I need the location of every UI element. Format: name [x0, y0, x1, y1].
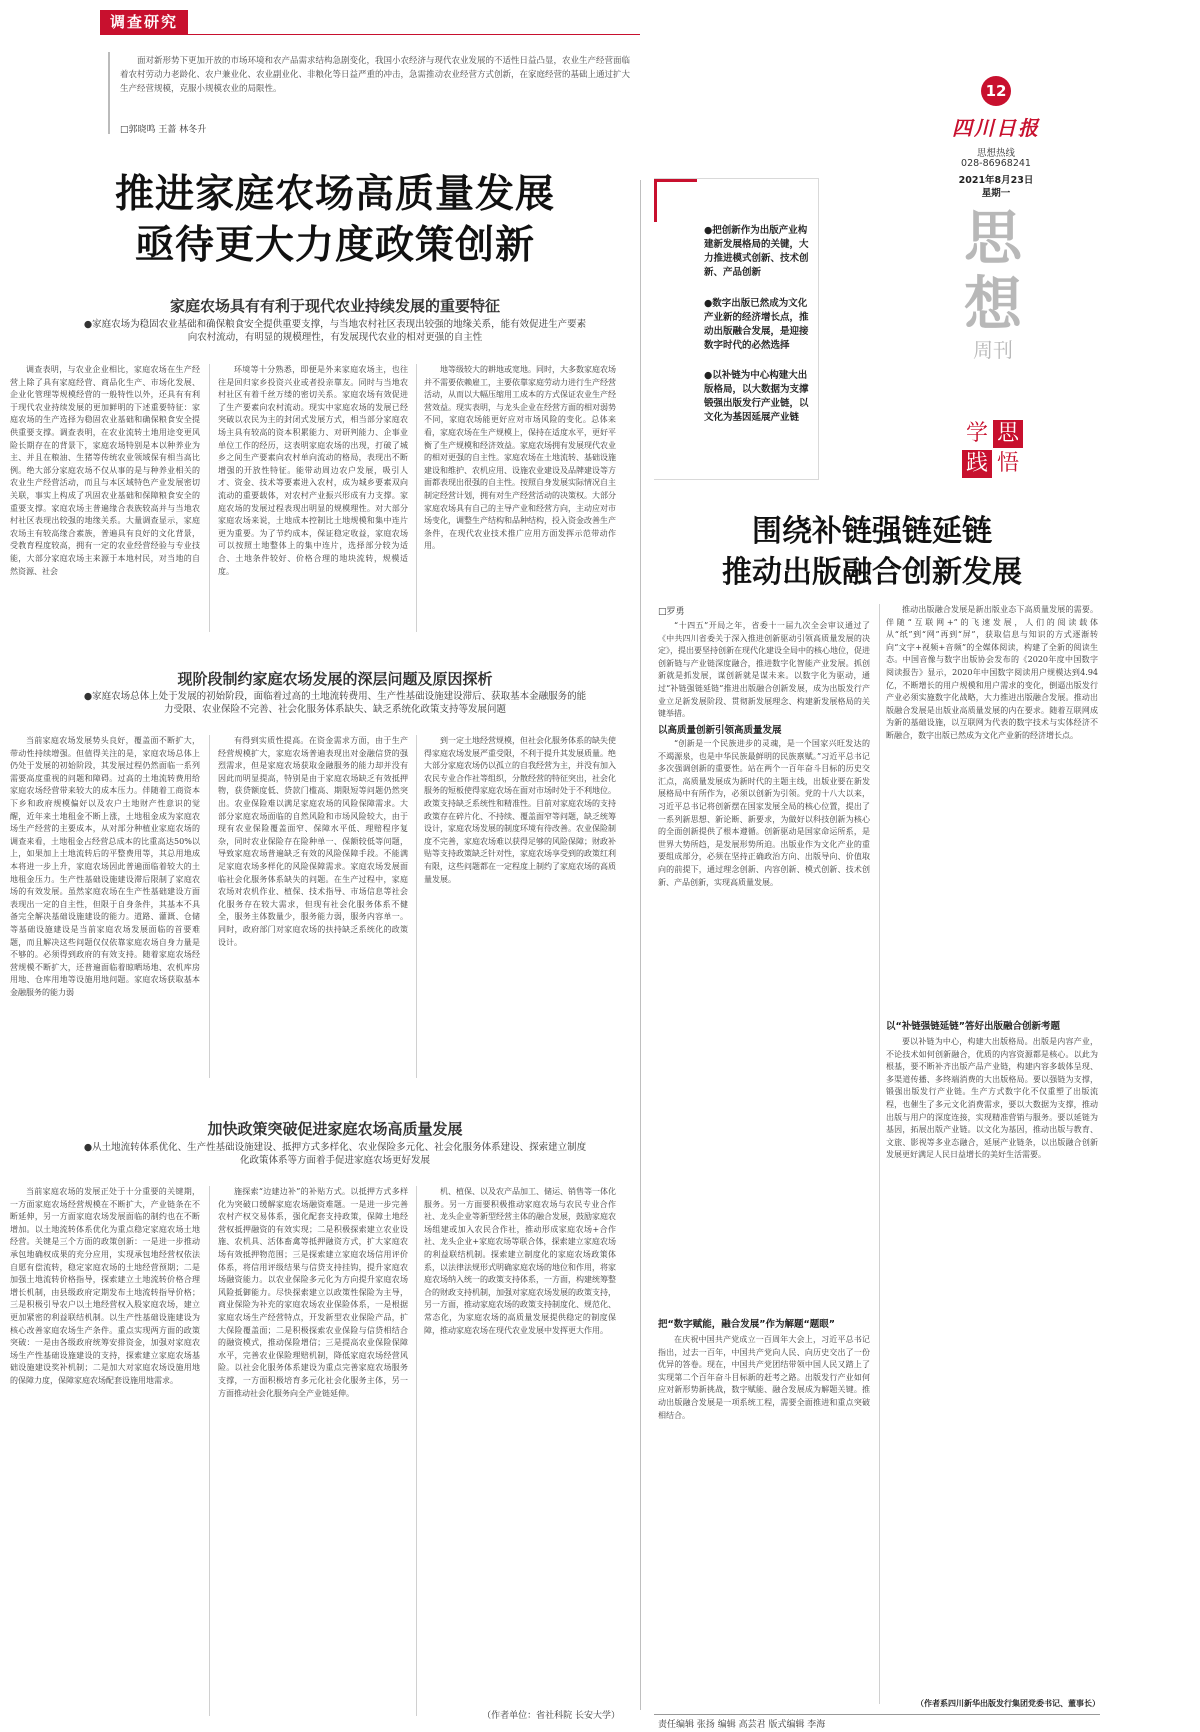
second-author-note: （作者系四川新华出版发行集团党委书记、董事长）	[916, 1699, 1100, 1708]
second-col1	[658, 620, 870, 718]
second-headline	[652, 512, 1092, 594]
second-subhead-2: 把“数字赋能，融合发展”作为解题“题眼”	[658, 1319, 835, 1330]
second-author: □罗勇	[658, 607, 685, 617]
page-number-badge	[981, 76, 1011, 106]
main-headline-line1: 推进家庭农场高质量发展	[114, 172, 555, 217]
section2-lead: ●家庭农场总体上处于发展的初始阶段，面临着过高的土地流转费用、生产性基础设施建设滞后、获取基本金融服务的能力受限、农业保险不完善、社会化服务体系缺失、缺乏系统化政策支持等发展问题	[83, 691, 587, 715]
section1-lead: ●家庭农场为稳固农业基础和确保粮食安全提供重要支撑，与当地农村社区表现出较强的地缘关系，能有效促进生产要素向农村流动，有明显的规模理性，有发展现代农业的相对更强的自主性	[83, 319, 587, 343]
column-stamp	[962, 418, 1024, 480]
page-number: 12	[985, 82, 1007, 100]
summary-box	[654, 178, 819, 480]
section3-affiliation: （作者单位：省社科院 长安大学）	[482, 1711, 620, 1721]
section2-col3-text: 到一定土地经营规模，但社会化服务体系的缺失使得家庭农场发展严重受限，不利于提升其发展质量。绝大部分家庭农场仍以孤立的自我经营为主，并没有加入农民专业合作社等组织，分散经营的特征突出，社会化服务的短板使得家庭农场在面对市场时处于不利地位。政策支持缺乏系统性和精准性。目前对家庭农场的支持政策存在碎片化、不持续、覆盖面窄等问题，缺乏统筹设计，家庭农场发展的制度环境有待改善。农业保险制度不完善，家庭农场难以获得足够的风险保障；财政补贴等支持政策缺乏针对性，家庭农场享受到的政策红利有限，这些问题都在一定程度上制约了家庭农场的高质量发展。	[424, 736, 616, 884]
second-col2b-text: 要以补链为中心，构建大出版格局。出版是内容产业，不论技术如何创新融合，优质的内容资源都是核心。以此为根基，要不断补齐出版产品产业链，构建内容多载体呈现、多渠道传播、多终端消费的大出版格局。要以强链为支撑，锻强出版发行产业链。生产方式数字化不仅重塑了出版流程，也催生了多元文化消费需求，要以大数据为支撑，推动出版与用户的深度连接，实现精准营销与服务。要以延链为基因，拓展出版产业链。以文化为基因，推动出版与教育、文旅、影视等多业态融合，延展产业链条，以出版融合创新发展更好满足人民日益增长的美好生活需要。	[886, 1037, 1098, 1160]
section3-lead: ●从土地流转体系优化、生产性基础设施建设、抵押方式多样化、农业保险多元化、社会化服务体系建设、探索建立制度化政策体系等方面着手促进家庭农场更好发展	[83, 1142, 587, 1166]
section1-col2-text: 环境等十分熟悉，即便是外来家庭农场主，也往往是回归家乡投资兴业或者投亲靠友。同时与当地农村社区有着千丝万缕的密切关系。家庭农场有效促进了生产要素向农村流动。现实中家庭农场的发展已经突破以农民为主的封闭式发展方式，相当部分家庭农场主具有较高的资本积累能力、对研判能力、企事业单位工作的经历，这表明家庭农场的出现，打破了城乡之间生产要素向农村单向流动的格局，表现出不断增强的开放性特征。能带动周边农户发展，吸引人才、资金、技术等要素进入农村，成为城乡要素双向流动的重要载体，对农村产业振兴形成有力支撑。家庭农场的发展过程表现出明显的规模理性。对大部分家庭农场来说，土地成本控制比土地规模和集中连片更为重要。为了节约成本，保证稳定收益，家庭农场可以按照土地整体上的集中连片，选择部分较为适合、土地条件较好、价格合理的地块流转，规模适度。	[218, 365, 408, 576]
section2-col1-text: 当前家庭农场发展势头良好，覆盖面不断扩大，带动性持续增强。但值得关注的是，家庭农场总体上仍处于发展的初始阶段，其发展过程仍然面临一系列需要高度重视的问题和障碍。过高的土地流转费用给家庭农场经营带来较大的成本压力。伴随着工商资本下乡和政府规模偏好以及农户土地财产性意识的觉醒，近年来土地租金不断上涨，土地租金成为家庭农场生产经营的主要成本，从对部分种植业家庭农场的调查来看，土地租金占经营总成本的比重高达50%以上，如果加上土地流转后的平整费用等，其总用地成本将进一步上升，家庭农场因此普遍面临着较大的土地租金压力。生产性基础设施建设滞后限制了家庭农场的有效发展。虽然家庭农场在生产性基础建设方面表现出一定的自主性，但限于自身条件，其基本不具备完全解决基础设施建设的能力。道路、灌溉、仓储等基础设施建设是当前家庭农场发展面临的首要难题，而且解决这些问题仅仅依靠家庭农场自身力量是不够的。必须得到政府的有效支持。随着家庭农场经营规模不断扩大，还普遍面临着晾晒场地、农机库房用地、仓库用地等设施用地问题。家庭农场获取基本金融服务的能力弱	[10, 736, 200, 997]
issue-weekday: 星期一	[981, 188, 1011, 199]
second-subhead-1: 以高质量创新引领高质量发展	[658, 725, 782, 736]
second-col2b	[886, 1036, 1098, 1691]
hotline-label: 思想热线	[976, 148, 1015, 159]
section3-col2-text: 施探索“边建边补”的补贴方式。以抵押方式多样化为突破口缓解家庭农场融资难题。一是进一步完善农村产权交易体系，强化配套支持政策，保障土地经营权抵押融资的有效实现；二是积极探索建立农业设施、农机具、活体畜禽等抵押融资方式，扩大家庭农场有效抵押物范围；三是探索建立家庭农场信用评价体系，将信用评级结果与信贷支持挂钩，提升家庭农场融资能力。以农业保险多元化为方向提升家庭农场风险抵御能力。尽快探索建立以政策性保险为主导，商业保险为补充的家庭农场农业保险体系，一是根据家庭农场生产经营特点，开发新型农业保险产品，扩大保险覆盖面；二是积极探索农业保险与信贷相结合的融资模式，推动保险增信；三是提高农业保险保障水平，完善农业保险理赔机制，降低家庭农场经营风险。以社会化服务体系建设为重点完善家庭农场服务支撑，一方面积极培育多元化社会化服务主体，另一方面推动社会化服务向全产业链延伸。	[218, 1187, 408, 1398]
section3-col3-text: 机、植保、以及农产品加工、储运、销售等一体化服务。另一方面要积极推动家庭农场与农民专业合作社、龙头企业等新型经营主体的融合发展，鼓励家庭农场组建或加入农民合作社，推动形成家庭农场+合作社、龙头企业+家庭农场等联合体，探索建立家庭农场的利益联结机制。探索建立制度化的家庭农场政策体系，以法律法规形式明确家庭农场的地位和作用，将家庭农场纳入统一的政策支持体系，一方面，构建统筹整合的财政支持机制，加强对家庭农场发展的政策支持，另一方面，推动家庭农场的政策支持制度化、规范化、常态化，为家庭农场的高质量发展提供稳定的制度保障，推动家庭农场在现代农业发展中发挥更大作用。	[424, 1187, 616, 1335]
summary-point-2: ●数字出版已然成为文化产业新的经济增长点，推动出版融合发展，是迎接数字时代的必然选择	[704, 298, 809, 351]
section1-title: 家庭农场具有有利于现代农业持续发展的重要特征	[169, 297, 500, 315]
section3-col2	[218, 1186, 408, 1718]
column-char-si: 思	[993, 420, 1023, 448]
section3-col3	[424, 1186, 616, 1696]
second-col2	[886, 604, 1098, 1014]
section2-col2	[218, 735, 408, 1080]
second-col1c	[658, 1334, 870, 1700]
hotline-number: 028-86968241	[961, 158, 1031, 169]
issue-date: 2021年8月23日	[958, 175, 1034, 186]
section1-col1-text: 调查表明，与农业企业相比，家庭农场在生产经营上除了具有家庭经营、商品化生产、市场化发展、企业化管理等规模经营的一般特性以外，还具有有利于现代农业持续发展的更加鲜明的下述重要特征：家庭农场的生产选择为稳固农业基础和确保粮食安全提供重要支撑。调查表明，在农业流转土地用途变更风险长期存在的背景下，家庭农场特别是本以种养业为主、并且在粮油、生猪等传统农业领域保有相当高比例。绝大部分家庭农场不仅从事的是与种养业相关的农业生产经营活动，而且与本区域特色产业发展密切关联，事实上构成了巩固农业基础和保障粮食安全的重要支撑。家庭农场主普遍缘合表族较高并与当地农村社区表现出较强的地缘关系。大量调查显示，家庭农场主有较高缘合素族，普遍具有良好的文化背景，受教育程度较高，拥有一定的农业经营经验与专业技能，大部分家庭农场主来源于本地村民，对当地的自然资源、社会	[10, 365, 200, 576]
second-col2-text: 推动出版融合发展是新出版业态下高质量发展的需要。伴随“互联网+”的飞速发展，人们的阅读载体从“纸”到“网”再到“屏”，获取信息与知识的方式逐渐转向“文字+视频+音频”的全媒体阅读，构建了全新的阅读生态。中国音像与数字出版协会发布的《2020年度中国数字阅读报告》显示，2020年中国数字阅读用户规模达到4.94亿，不断增长的用户规模和用户需求的变化，倒逼出版发行产业必须实施数字化战略，大力推进出版融合发展。推动出版融合发展是出版业高质量发展的内在要求。随着互联网成为新的基础设施，以互联网为代表的数字技术与实体经济不断融合，数字出版已然成为文化产业新的经济增长点。	[886, 605, 1098, 740]
section2-col3	[424, 735, 616, 1080]
section-tag-text: 调查研究	[110, 13, 179, 31]
intro-authors: □郭晓鸣 王蔷 林冬升	[120, 125, 207, 135]
second-headline-line2: 推动出版融合创新发展	[722, 555, 1022, 590]
section1-col3	[424, 364, 616, 634]
weekly-sub: 周刊	[973, 338, 1013, 362]
section2-col2-text: 有得到实质性提高。在资金需求方面，由于生产经营规模扩大，家庭农场普遍表现出对金融信贷的强烈需求，但是家庭农场获取金融服务的能力却并没有因此而明显提高，特别是由于家庭农场缺乏有效抵押物，获贷额度低、贷款门槛高、期限短等问题仍然突出。农业保险难以满足家庭农场的风险保障需求。大部分家庭农场面临的自然风险和市场风险较大，由于现有农业保险覆盖面窄、保障水平低、理赔程序复杂，同时农业保险存在险种单一、保额较低等问题，导致家庭农场普遍缺乏有效的风险保障手段。不能满足家庭农场多样化的风险保障需求。家庭农场发展面临社会化服务体系缺失的问题。在生产过程中，家庭农场对农机作业、植保、技术指导、市场信息等社会化服务存在较大需求，但现有社会化服务体系不健全，服务主体数量少，服务能力弱，服务内容单一。同时，政府部门对家庭农场的扶持缺乏系统化的政策设计。	[218, 736, 408, 947]
section1-col3-text: 地等级较大的耕地或宽地。同时，大多数家庭农场并不需要依赖雇工，主要依靠家庭劳动力进行生产经营活动，从而以大幅压缩用工成本的方式保证农业生产经营效益。现实表明，与龙头企业在经营方面的相对弱势不同，家庭农场能更好应对市场风险的变化。总体来看，家庭农场在生产规模上，保持在适度水平，更好平衡了生产规模和经济效益。家庭农场拥有发展现代农业的相对更强的自主性。家庭农场在土地流转、基础设施建设和维护、农机应用、设施农业建设及品牌建设等方面都表现出很强的自主性。按照自身发展实际情况自主制定经营计划，拥有对生产经营活动的决策权。大部分家庭农场具有自己的主导产业和经营方向，主动应对市场变化，调整生产结构和品种结构，投入资金改善生产条件，在现代农业技术推广应用方面发挥示范带动作用。	[424, 365, 616, 551]
column-char-jian: 践	[962, 450, 992, 478]
second-col1-text: “十四五”开局之年，省委十一届九次全会审议通过了《中共四川省委关于深入推进创新驱动引领高质量发展的决定》，提出要坚持创新在现代化建设全局中的核心地位，促进创新链与产业链深度融合，推进数字化智能产业发展。抓创新就是抓发展，谋创新就是谋未来。以数字化为驱动，通过“补链强链延链”推进出版融合创新发展，成为出版发行产业立足新发展阶段、贯彻新发展理念、构建新发展格局的关键举措。	[658, 621, 870, 718]
second-col1c-text: 在庆祝中国共产党成立一百周年大会上，习近平总书记指出，过去一百年，中国共产党向人民、向历史交出了一份优异的答卷。现在，中国共产党团结带领中国人民又踏上了实现第二个百年奋斗目标新的赶考之路。出版发行产业如何应对新形势新挑战，数字赋能、融合发展成为解题关键。推动出版融合发展是一项系统工程，需要全面推进和重点突破相结合。	[658, 1335, 870, 1420]
main-headline	[40, 170, 630, 272]
column-char-wu: 悟	[996, 451, 1019, 476]
section3-col1-text: 当前家庭农场的发展正处于十分重要的关键期，一方面家庭农场经营规模在不断扩大，产业链条在不断延伸，另一方面家庭农场发展面临的制约也在不断增加。以土地流转体系优化为重点稳定家庭农场土地经营。关键是三个方面的政策创新：一是进一步推动承包地确权成果的充分应用，实现承包地经营权依法自愿有偿流转，稳定家庭农场的土地经营预期；二是加强土地流转价格指导，探索建立土地流转价格合理增长机制，由县级政府定期发布土地流转指导价格；三是积极引导农户以土地经营权入股家庭农场，建立更加紧密的利益联结机制。以生产性基础设施建设为核心改善家庭农场生产条件。重点实现两方面的政策突破：一是由各级政府统筹安排资金，加强对家庭农场生产性基础设施建设的支持，探索建立家庭农场基础设施建设奖补机制；二是加大对家庭农场设施用地的保障力度，保障家庭农场配套设施用地需求。	[10, 1187, 200, 1385]
section3-title: 加快政策突破促进家庭农场高质量发展	[207, 1120, 463, 1138]
summary-point-1: ●把创新作为出版产业构建新发展格局的关键，大力推进模式创新、技术创新、产品创新	[704, 225, 809, 278]
main-headline-line2: 亟待更大力度政策创新	[134, 223, 535, 268]
weekly-title-char1: 思	[963, 204, 1022, 272]
intro-box	[100, 42, 638, 142]
section1-col2	[218, 364, 408, 634]
intro-text: 面对新形势下更加开放的市场环境和农产品需求结构急剧变化，我国小农经济与现代农业发展的不适性日益凸显，农业生产经营面临着农村劳动力老龄化、农户兼业化、农业副业化、非粮化等日益严重的冲击，急需推动农业经营方式创新，在家庭经营的基础上通过扩大生产经营规模，克服小规模农业的局限性。	[120, 56, 631, 94]
second-headline-line1: 围绕补链强链延链	[752, 514, 992, 549]
section3-col1	[10, 1186, 200, 1718]
section2-title: 现阶段制约家庭农场发展的深层问题及原因探析	[177, 670, 493, 688]
summary-point-3: ●以补链为中心构建大出版格局，以大数据为支撑锻强出版发行产业链，以文化为基因延展产业链	[704, 370, 809, 423]
section2-col1	[10, 735, 200, 1080]
column-char-xue: 学	[965, 421, 988, 446]
footer-editors: 责任编辑 张扬 编辑 高芸君 版式编辑 李海	[658, 1720, 826, 1730]
section-tag	[100, 10, 188, 34]
weekly-title-char2: 想	[963, 270, 1022, 338]
weekly-title	[958, 205, 1028, 363]
section1-col1	[10, 364, 200, 634]
second-col1b	[658, 738, 870, 1308]
second-col1b-text: “创新是一个民族进步的灵魂，是一个国家兴旺发达的不竭源泉，也是中华民族最鲜明的民族禀赋。”习近平总书记多次强调创新的重要性。站在两个一百年奋斗目标的历史交汇点，高质量发展成为新时代的主题主线，出版业要在新发展格局中有所作为，必须以创新为引领。党的十八大以来，习近平总书记将创新摆在国家发展全局的核心位置，提出了一系列新思想、新论断、新要求，为做好以科技创新为核心的全面创新提供了根本遵循。创新驱动是国家命运所系，是世界大势所趋，是发展形势所迫。出版业作为文化产业的重要组成部分，必须在坚持正确政治方向、出版导向、价值取向的前提下，通过理念创新、内容创新、模式创新、技术创新、产品创新，实现高质量发展。	[658, 739, 870, 887]
second-subhead-3: 以“补链强链延链”答好出版融合创新考题	[886, 1021, 1060, 1032]
paper-name: 四川日报	[952, 116, 1040, 140]
